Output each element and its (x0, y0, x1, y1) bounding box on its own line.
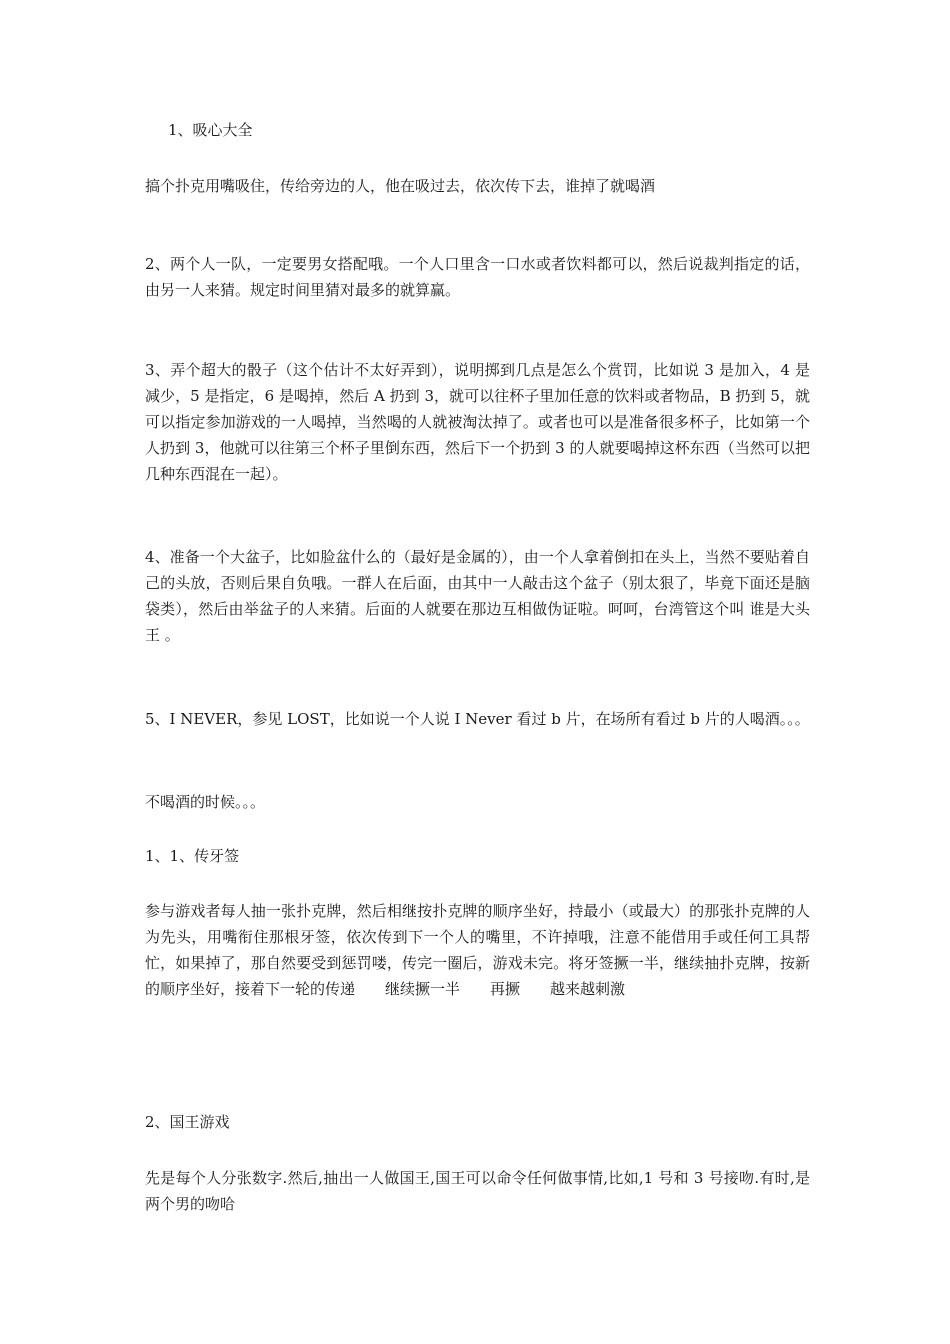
paragraph-1: 搞个扑克用嘴吸住，传给旁边的人，他在吸过去，依次传下去，谁掉了就喝酒 (145, 177, 656, 195)
paragraph-4: 4、准备一个大盆子，比如脸盆什么的（最好是金属的），由一个人拿着倒扣在头上，当然不要贴着自己的头放，否则后果自负哦。一群人在后面，由其中一人敲击这个盆子（别太狠了，毕竟下面还是脑袋类），然后由举盆子的人来猜。后面的人就要在那边互相做伪证啦。呵呵，台湾管这个叫 谁是大头王 。 (145, 548, 810, 644)
section-heading-2: 1、1、传牙签 (145, 847, 240, 865)
section-heading-3: 2、国王游戏 (145, 1113, 230, 1131)
paragraph-7: 参与游戏者每人抽一张扑克牌，然后相继按扑克牌的顺序坐好，持最小（或最大）的那张扑克牌的人为先头，用嘴衔住那根牙签，依次传到下一个人的嘴里，不许掉哦，注意不能借用手或任何工具帮忙，如果掉了，那自然要受到惩罚喽，传完一圈后，游戏未完。将牙签撅一半，继续抽扑克牌，按新的顺序坐好，接着下一轮的传递 继续撅一半 再撅 越来越刺激 (145, 902, 810, 998)
paragraph-5: 5、I NEVER，参见 LOST，比如说一个人说 I Never 看过 b 片，在场所有看过 b 片的人喝酒。。。 (145, 710, 810, 728)
section-heading-1: 1、吸心大全 (168, 121, 253, 139)
paragraph-2: 2、两个人一队，一定要男女搭配哦。一个人口里含一口水或者饮料都可以，然后说裁判指定的话，由另一人来猜。规定时间里猜对最多的就算赢。 (145, 255, 810, 299)
paragraph-8: 先是每个人分张数字.然后,抽出一人做国王,国王可以命令任何做事情,比如,1 号和 3 号接吻.有时,是两个男的吻哈 (145, 1169, 810, 1213)
paragraph-6: 不喝酒的时候。。。 (145, 793, 266, 811)
paragraph-3: 3、弄个超大的骰子（这个估计不太好弄到），说明掷到几点是怎么个赏罚，比如说 3 是加入，4 是减少，5 是指定，6 是喝掉，然后 A 扔到 3，就可以往杯子里加任意的饮料或者物品，B 扔到 5，就可以指定参加游戏的一人喝掉，当然喝的人就被淘汰掉了。或者也可以是准备很多杯子，比如第一个人扔到 3，他就可以往第三个杯子里倒东西，然后下一个扔到 3 的人就要喝掉这杯东西（当然可以把几种东西混在一起）。 (145, 361, 810, 483)
